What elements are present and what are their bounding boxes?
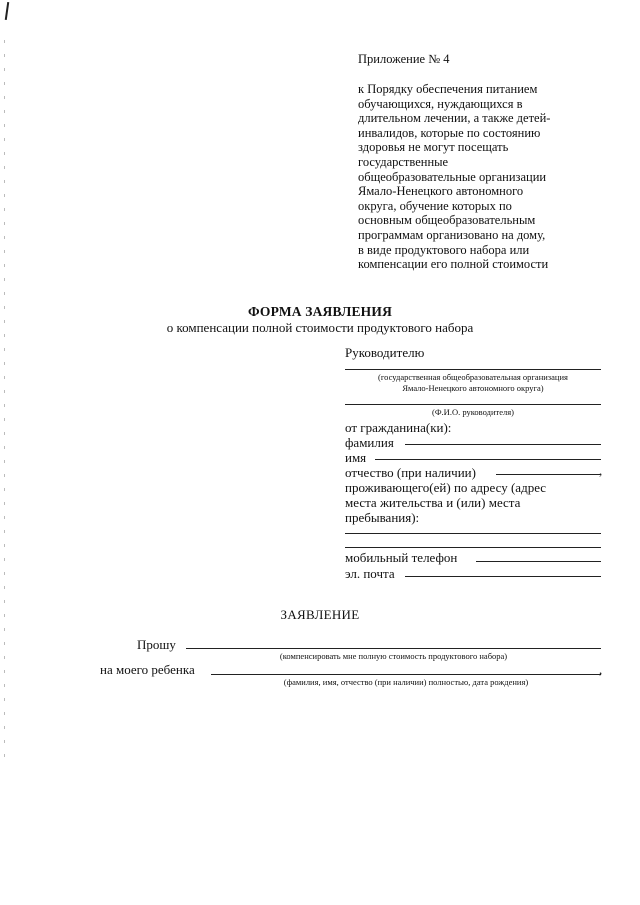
surname-field[interactable] [405,444,601,445]
appendix-line: к Порядку обеспечения питанием [358,82,538,96]
organization-hint-line: (государственная общеобразовательная организация [378,372,568,382]
statement-title: ЗАЯВЛЕНИЕ [280,607,360,622]
address-label-line: проживающего(ей) по адресу (адрес [345,480,547,495]
form-title: ФОРМА ЗАЯВЛЕНИЯ [247,304,393,319]
appendix-line: Ямало-Ненецкого автономного [358,184,524,199]
scan-mark [5,2,9,20]
appendix-line: обучающихся, нуждающихся в [358,96,523,111]
mobile-phone-field[interactable] [476,561,601,562]
address-label-line: места жительства и (или) места [345,495,521,510]
form-subtitle: о компенсации полной стоимости продуктового набора [166,320,474,335]
organization-hint-line: Ямало-Ненецкого автономного округа) [402,382,544,393]
organization-blank-line[interactable] [345,369,601,370]
request-field[interactable] [186,648,601,649]
address-field-line-2[interactable] [345,547,601,548]
appendix-number: Приложение № 4 [358,52,450,66]
comma-mark: , [599,662,603,677]
email-field[interactable] [405,576,601,577]
appendix-line: компенсации его полной стоимости [358,257,549,272]
appendix-line: в виде продуктового набора или [358,242,530,257]
child-label: на моего ребенка [100,662,195,677]
appendix-line: длительном лечении, а также детей- [358,111,551,126]
child-field[interactable] [211,674,601,675]
appendix-line: общеобразовательные организации [358,169,547,184]
head-name-hint: (Ф.И.О. руководителя) [432,407,514,417]
appendix-line: округа, обучение которых по [358,198,512,213]
patronymic-label: отчество (при наличии) [345,465,476,480]
request-hint: (компенсировать мне полную стоимость продуктового набора) [279,651,508,661]
appendix-line: программам организовано на дому, [358,227,546,242]
email-label: эл. почта [345,566,395,581]
mobile-phone-label: мобильный телефон [345,550,458,565]
surname-label: фамилия [345,435,394,450]
head-name-blank-line[interactable] [345,404,601,405]
appendix-text [358,82,598,272]
comma-mark: , [599,463,603,478]
address-field-line-1[interactable] [345,533,601,534]
scan-edge-artifact [4,40,5,760]
appendix-line: основным общеобразовательным [358,213,536,228]
appendix-line: государственные [358,154,449,169]
request-label: Прошу [137,637,176,652]
address-label-line: пребывания): [345,510,420,525]
first-name-label: имя [345,450,367,465]
first-name-field[interactable] [375,459,601,460]
child-hint: (фамилия, имя, отчество (при наличии) полностью, дата рождения) [283,677,529,687]
organization-hint [345,372,601,393]
addressee-label: Руководителю [345,345,425,360]
patronymic-field[interactable] [496,474,600,475]
appendix-line: инвалидов, которые по состоянию [358,125,541,140]
appendix-line: здоровья не могут посещать [358,140,509,155]
from-citizen-label: от гражданина(ки): [345,420,452,435]
